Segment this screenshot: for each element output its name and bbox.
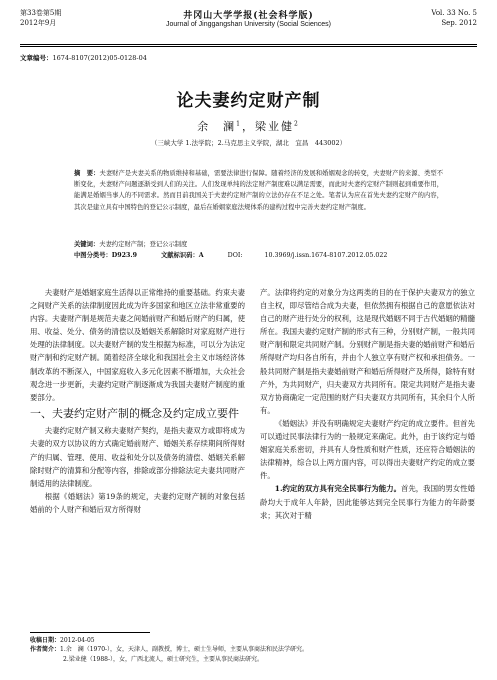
paragraph: 夫妻财产是婚姻家庭生活得以正常维持的重要基础。约束夫妻之间财产关系的法律制度因此成为许多国家和地区立法非常重要的内容。夫妻财产制是规范夫妻之间婚前财产和婚后财产的归属，使用、收益、处分、债务的清偿以及婚姻关系解除时对家庭财产进行处理的法律制度。以夫妻财产制的发生根据为标准，可以分为法定财产制和约定财产制。随着经济全球化和我国社会主义市场经济体制改革的不断深入，中国家庭收入多元化因素不断增加，大众社会观念进一步更新，夫妻约定财产制逐渐成为我国夫妻财产制度的重要部分。 [30, 288, 245, 402]
abstract-text: 夫妻财产是夫妻关系的物质维持和基础，需要法律进行保障。随着经济的发展和婚姻观念的转变，夫妻财产的来源、类型不断变化，夫妻财产问题逐渐受到人们的关注。人们发现单纯的法定财产制度难以满足需要，而此时夫妻约定财产制则起到重要作用，能满足婚姻当事人的不同需求。然而目前我国关于夫妻约定财产制的立法仍存在不足之处。笔者认为应在首先夫妻约定财产的内容，其次是建立具有中国特色的登记公示制度，最后在婚姻家庭法规体系的建构过程中完善夫妻约定财产制度。 [74, 170, 444, 211]
author-1-sup: 1 [236, 120, 242, 128]
volume-en: Vol. 33 No. 5 [431, 9, 477, 17]
header-right [431, 8, 477, 28]
section-heading: 一、夫妻约定财产制的概念及约定成立要件 [30, 406, 239, 420]
volume-cn: 第33卷第5期 [20, 9, 62, 17]
header-center [20, 8, 477, 28]
article-number-label: 文章编号： [20, 54, 53, 62]
author-bio-label: 作者简介： [30, 646, 61, 653]
footnote-author-2: 2.梁业健（1988-），女，广西北流人，硕士研究生，主要从事民商法研究。 [63, 656, 264, 663]
keywords-label: 关键词： [74, 241, 100, 248]
received-label: 收稿日期： [30, 637, 61, 644]
author-separator: ， [242, 120, 255, 133]
authors [0, 118, 497, 134]
paragraph: 夫妻约定财产制又称夫妻财产契约，是指夫妻双方或即将成为夫妻的双方以协议的方式确定婚前财产、婚姻关系存续期间所得财产的归属、管理、使用、收益和处分以及债务的清偿、婚姻关系解除时财产的清算和分配等内容，排除或部分排除法定夫妻共同财产制适用的法律制度。 [30, 426, 245, 488]
date-en: Sep. 2012 [441, 19, 477, 27]
author-2: 梁业健 [255, 120, 294, 133]
received-date: 2012-04-05 [60, 637, 95, 644]
footnote-received [30, 636, 477, 645]
running-header [20, 8, 477, 45]
journal-name-en: Journal of Jinggangshan University (Social Sciences) [166, 21, 331, 28]
article-number-value: 1674-8107(2012)05-0128-04 [52, 54, 147, 62]
clc-value: D923.9 [111, 252, 137, 259]
article-title: 论夫妻约定财产制 [176, 91, 321, 111]
keywords [74, 239, 443, 248]
affiliation: （三峡大学 1.法学院；2.马克思主义学院，湖北 宜昌 443002） [150, 139, 347, 147]
doi [228, 252, 410, 259]
requirement-heading: 1.约定的双方具有完全民事行为能力。 [274, 484, 401, 494]
body-column-left [30, 286, 245, 516]
article-number [20, 53, 147, 62]
paragraph: 产。法律将约定的对象分为这两类的目的在于保护夫妻双方的独立自主权，即尽管结合成为夫妻，但依然拥有根据自己的意愿依法对自己的财产进行处分的权利，这是现代婚姻不同于古代婚姻的精髓所在。我国夫妻约定财产制的形式有三种，分别财产制，一般共同财产制和限定共同财产制。分别财产制是指夫妻的婚前财产和婚后所得财产均归各自所有，并由个人独立享有财产权和承担债务。一般共同财产制是指夫妻婚前财产和婚后所得财产及所得，除特有财产外，为共同财产，归夫妻双方共同所有。限定共同财产是指夫妻双方协商确定一定范围的财产归夫妻双方共同所有，其余归个人所有。 [260, 288, 475, 415]
body-column-right [260, 286, 475, 522]
doc-code [161, 252, 204, 259]
classification-line [74, 250, 457, 259]
footnote-author-1 [30, 645, 477, 654]
paragraph: 《婚姻法》并没有明确规定夫妻财产约定的成立要件。但首先可以通过民事法律行为的一般规定来确定。此外，由于该约定与婚姻家庭关系密切，并具有人身性质和财产性质，还应符合婚姻法的法律精神，综合以上两方面内容，可以得出夫妻财产约定的成立要件。 [260, 418, 475, 481]
paragraph [260, 482, 475, 521]
journal-name-cn: 井冈山大学学报(社会科学版) [183, 11, 314, 21]
abstract [74, 168, 443, 213]
doc-code-value: A [198, 252, 204, 259]
requirement-text: 首先，我国的男女性婚龄均大于成年人年龄，因此能够达到完全民事行为能力的年龄要求；其次对于精 [260, 484, 475, 520]
author-1: 余 澜 [197, 120, 237, 133]
doi-value: 10.3969/j.issn.1674-8107.2012.05.022 [264, 252, 388, 259]
paragraph: 根据《婚姻法》第19条的规定，夫妻约定财产制的对象包括婚前的个人财产和婚后双方所得财 [30, 491, 245, 514]
abstract-label: 摘 要： [74, 170, 100, 177]
author-1-bio: 1.余 澜（1970-），女，天津人，副教授，博士，硕士生导师，主要从事商法和民法学研究。 [60, 646, 309, 653]
footnote-rule [30, 632, 150, 633]
clc-label: 中图分类号： [74, 252, 112, 259]
doi-label: DOI: [227, 252, 243, 259]
doc-code-label: 文献标识码： [160, 252, 199, 259]
date-cn: 2012年9月 [20, 19, 57, 27]
clc [74, 252, 137, 259]
header-rule [20, 46, 477, 47]
author-2-sup: 2 [294, 120, 300, 128]
keywords-text: 夫妻约定财产制；登记公示制度 [99, 241, 188, 248]
